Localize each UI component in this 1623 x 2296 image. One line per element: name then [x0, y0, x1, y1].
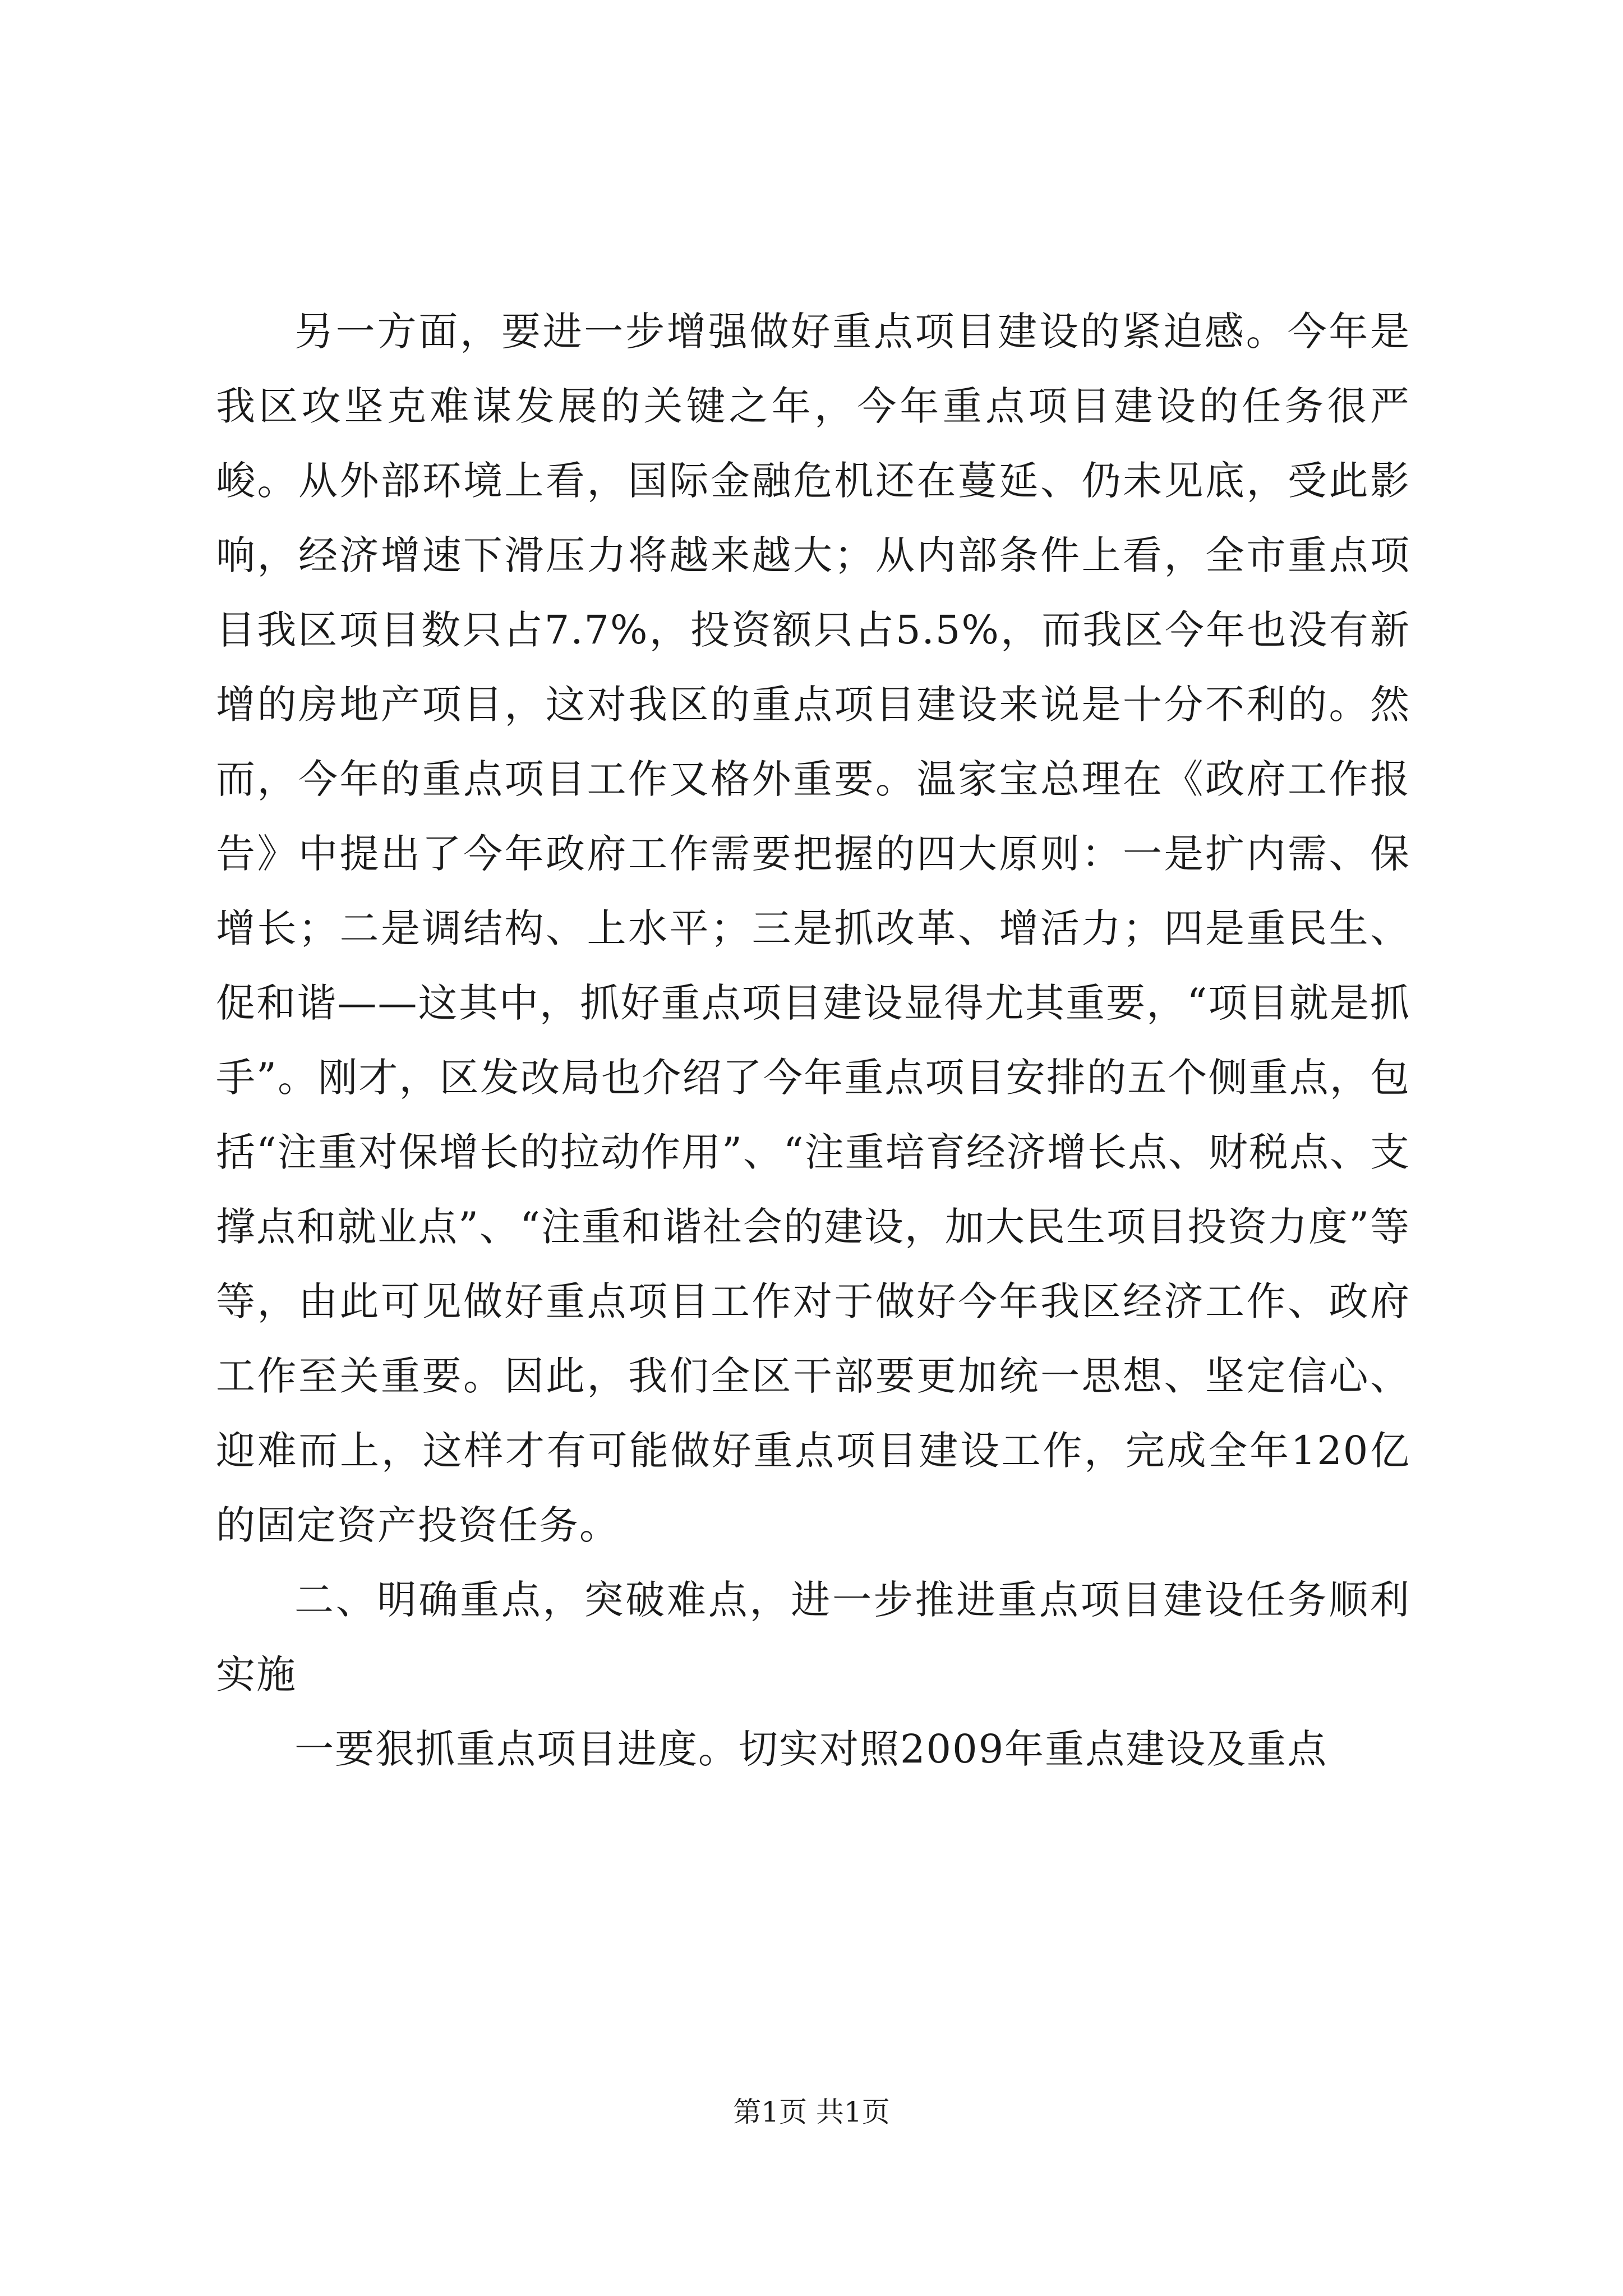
body-paragraph: 一要狠抓重点项目进度。切实对照2009年重点建设及重点	[294, 1726, 1328, 1772]
body-paragraph: 另一方面，要进一步增强做好重点项目建设的紧迫感。今年是我区攻坚克难谋发展的关键之年，今年重点项目建设的任务很严峻。从外部环境上看，国际金融危机还在蔓延、仍未见底，受此影响，经济增速下滑压力将越来越大；从内部条件上看，全市重点项目我区项目数只占7.7%，投资额只占5.5%，而我区今年也没有新增的房地产项目，这对我区的重点项目建设来说是十分不利的。然而，今年的重点项目工作又格外重要。温家宝总理在《政府工作报告》中提出了今年政府工作需要把握的四大原则：一是扩内需、保增长；二是调结构、上水平；三是抓改革、增活力；四是重民生、促和谐——这其中，抓好重点项目建设显得尤其重要，“项目就是抓手”。刚才，区发改局也介绍了今年重点项目安排的五个侧重点，包括“注重对保增长的拉动作用”、“注重培育经济增长点、财税点、支撑点和就业点”、“注重和谐社会的建设，加大民生项目投资力度”等等，由此可见做好重点项目工作对于做好今年我区经济工作、政府工作至关重要。因此，我们全区干部要更加统一思想、坚定信心、迎难而上，这样才有可能做好重点项目建设工作，完成全年120亿的固定资产投资任务。	[216, 309, 1410, 1548]
document-body	[216, 295, 1410, 1787]
page-footer: 第1页 共1页	[733, 2096, 890, 2128]
section-heading: 二、明确重点，突破难点，进一步推进重点项目建设任务顺利实施	[216, 1577, 1410, 1697]
